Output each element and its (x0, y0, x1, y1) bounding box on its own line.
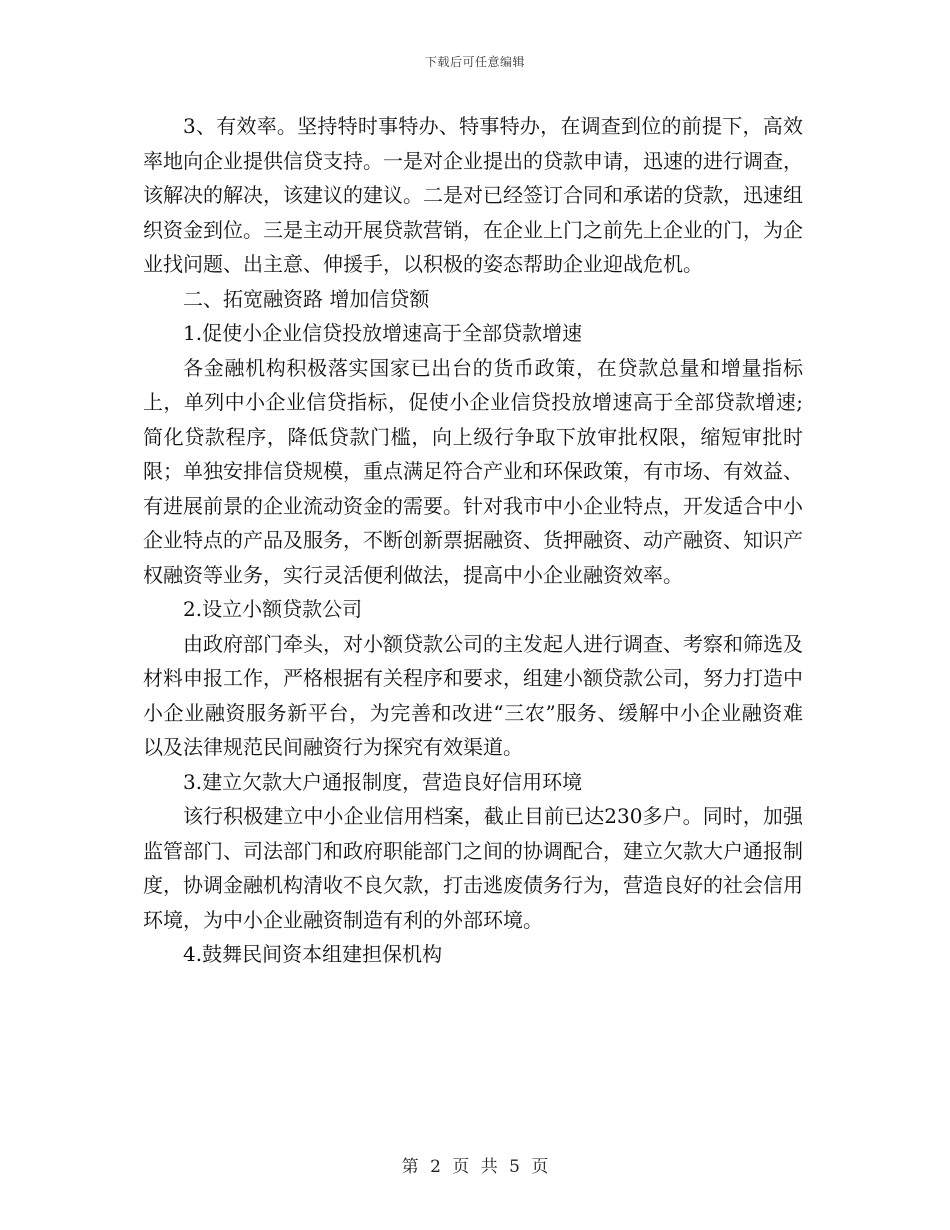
paragraph-credit-growth: 各金融机构积极落实国家已出台的货币政策，在贷款总量和增量指标上，单列中小企业信贷指标，促使小企业信贷投放增速高于全部贷款增速;简化贷款程序，降低贷款门槛，向上级行争取下放审批权限，缩短审批时限；单独安排信贷规模，重点满足符合产业和环保政策，有市场、有效益、有进展前景的企业流动资金的需要。针对我市中小企业特点，开发适合中小企业特点的产品及服务，不断创新票据融资、货押融资、动产融资、知识产权融资等业务，实行灵活便利做法，提高中小企业融资效率。 (143, 355, 803, 587)
subheading-2: 2.设立小额贷款公司 (183, 597, 363, 621)
subheading-4: 4.鼓舞民间资本组建担保机构 (183, 942, 443, 966)
document-body (143, 109, 803, 972)
paragraph-credit-environment: 该行积极建立中小企业信用档案，截止目前已达230多户。同时，加强监管部门、司法部门和政府职能部门之间的协调配合，建立欠款大户通报制度，协调金融机构清收不良欠款，打击逃废债务行为，营造良好的社会信用环境，为中小企业融资制造有利的外部环境。 (143, 804, 803, 932)
subheading-1: 1.促使小企业信贷投放增速高于全部贷款增速 (183, 321, 583, 345)
section-heading-2: 二、拓宽融资路 增加信贷额 (183, 286, 430, 311)
subheading-3: 3.建立欠款大户通报制度，营造良好信用环境 (183, 769, 583, 794)
page-footer-number: 第 2 页 共 5 页 (401, 1157, 549, 1177)
page-header-note: 下载后可任意编辑 (424, 55, 525, 69)
paragraph-efficiency: 3、有效率。坚持特时事特办、特事特办，在调查到位的前提下，高效率地向企业提供信贷支持。一是对企业提出的贷款申请，迅速的进行调查，该解决的解决，该建议的建议。二是对已经签订合同和承诺的贷款，迅速组织资金到位。三是主动开展贷款营销，在企业上门之前先上企业的门，为企业找问题、出主意、伸援手，以积极的姿态帮助企业迎战危机。 (143, 114, 803, 276)
paragraph-microloan: 由政府部门牵头，对小额贷款公司的主发起人进行调查、考察和筛选及材料申报工作，严格根据有关程序和要求，组建小额贷款公司，努力打造中小企业融资服务新平台，为完善和改进“三农”服务、缓解中小企业融资难以及法律规范民间融资行为探究有效渠道。 (143, 631, 803, 759)
